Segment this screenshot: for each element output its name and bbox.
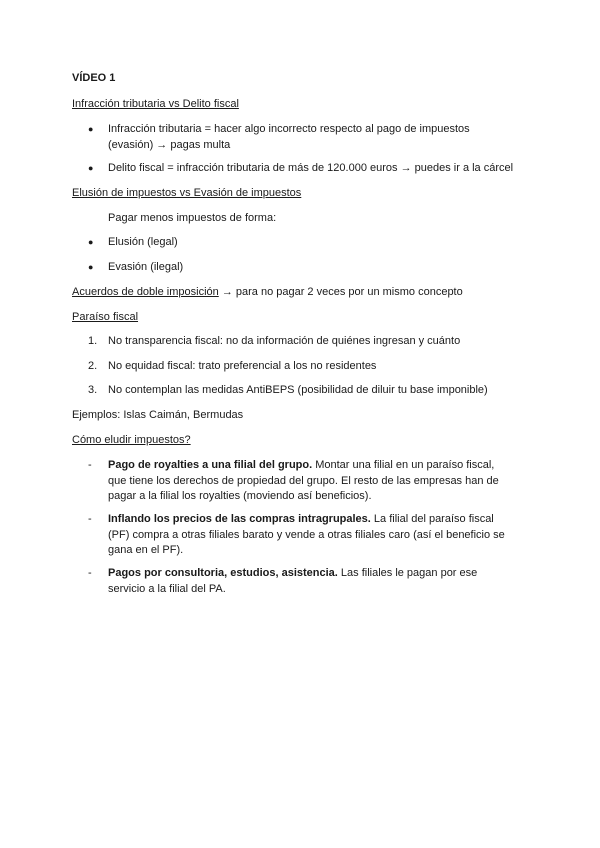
list-number: 1.	[88, 335, 98, 347]
section-heading-elusion: Elusión de impuestos vs Evasión de impuestos	[72, 187, 302, 199]
list-item	[88, 260, 508, 276]
bullet-icon: ●	[88, 237, 94, 247]
list-item-text: No contemplan las medidas AntiBEPS (posibilidad de diluir tu base imponible)	[108, 384, 488, 396]
list-number: 2.	[88, 360, 98, 372]
list-item	[88, 334, 508, 350]
list-item	[88, 458, 508, 506]
section-heading-infraccion: Infracción tributaria vs Delito fiscal	[72, 98, 239, 110]
page-title: VÍDEO 1	[72, 72, 116, 84]
section-text: → para no pagar 2 veces por un mismo concepto	[218, 286, 463, 298]
list-item-text: No transparencia fiscal: no da información de quiénes ingresan y cuánto	[108, 335, 461, 347]
list-item-bold: Pago de royalties a una filial del grupo.	[108, 459, 313, 471]
list-item	[88, 235, 508, 251]
bullet-icon: ●	[88, 163, 94, 173]
list-number: 3.	[88, 384, 98, 396]
list-item-bold: Pagos por consultoria, estudios, asistencia.	[108, 567, 338, 579]
list-item	[88, 383, 508, 399]
list-item-bold: Inflando los precios de las compras intragrupales.	[108, 513, 371, 525]
section-intro: Pagar menos impuestos de forma:	[108, 212, 277, 224]
bullet-icon: ●	[88, 262, 94, 272]
examples-text: Ejemplos: Islas Caimán, Bermudas	[72, 409, 244, 421]
list-item	[88, 359, 508, 375]
list-item	[88, 566, 508, 598]
section-doble-imposicion	[72, 285, 463, 301]
list-item-text: Delito fiscal = infracción tributaria de más de 120.000 euros → puedes ir a la cárcel	[108, 162, 514, 174]
list-item-text	[108, 512, 508, 559]
list-item-body: Montar una filial en un paraíso fiscal, que tiene los derechos de propiedad del grupo. El resto de las empresas han de pagar a la filial los royalties (moviendo así beneficios).	[108, 459, 499, 502]
bullet-icon: ●	[88, 124, 94, 134]
dash-icon: -	[88, 459, 92, 471]
list-item	[88, 122, 508, 154]
list-item-text	[108, 566, 508, 597]
section-heading-paraiso: Paraíso fiscal	[72, 311, 139, 323]
list-item	[88, 161, 514, 177]
list-item-body: Las filiales le pagan por ese servicio a la filial del PA.	[108, 567, 478, 595]
section-heading-eludir: Cómo eludir impuestos?	[72, 434, 191, 446]
list-item-text: Elusión (legal)	[108, 236, 178, 248]
list-item-body: La filial del paraíso fiscal (PF) compra a otras filiales barato y vende a otras filiales caro (así el beneficio se gana en el PF).	[108, 513, 505, 556]
list-item-text: Evasión (ilegal)	[108, 261, 184, 273]
list-item	[88, 512, 508, 560]
list-item-text: Infracción tributaria = hacer algo incorrecto respecto al pago de impuestos (evasión) → pagas multa	[108, 123, 470, 151]
dash-icon: -	[88, 513, 92, 525]
list-item-text: No equidad fiscal: trato preferencial a los no residentes	[108, 360, 377, 372]
section-heading-doble-imposicion: Acuerdos de doble imposición	[72, 286, 219, 298]
dash-icon: -	[88, 567, 92, 579]
list-item-text	[108, 458, 508, 505]
